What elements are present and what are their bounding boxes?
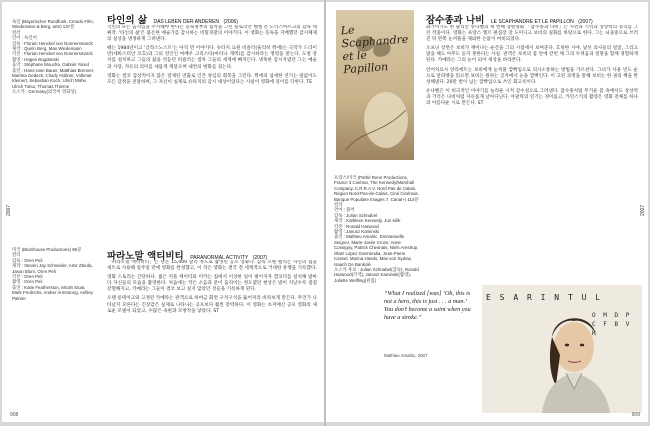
film3-credits [334, 175, 420, 283]
body-paragraph: 국민의 모든 움직임을 주시해야 한다는 동독정부의 집착을 그린 플로리안 헨켈 폰 도너스마르크의 감독 데뷔작. '타인의 삶'은 불온한 예술가를 감시하는 비밀경찰의 이야기다. 이 영화는 동독을 지배했던 감시체제의 실상을 냉정하게 그려낸다. [107, 25, 317, 43]
chart-letter: U [581, 293, 589, 302]
chart-letter: L [595, 293, 603, 302]
chart-letter: A [513, 293, 521, 302]
chart-letter: R [526, 293, 534, 302]
body-paragraph: 영화는 결코 감상적이지 않은 절제된 연출로 인간 양심의 회복을 그린다. 뮈에의 섬세한 연기는 말없이도 모든 감정을 전달하며, 그 자신이 실제로 슈타지의 감시 대상이었다는 사실이 영화에 깊이를 더한다. TE [107, 73, 317, 85]
film3-title-orig: LE SCAPHANDRE ET LE PAPILLON [490, 19, 574, 25]
body-paragraph: 화가이기도 한 줄리안 슈나벨의 세 번째 장편영화 「잠수종과 나비」는 시련과 기억과 상상력의 승리를 그린 작품이다. 영화는 프랑스 엘르 편집장 장 도미니크 보비의 실화를 바탕으로 한다. 그는 뇌졸중으로 쓰러진 뒤 왼쪽 눈꺼풀을 제외한 온몸이 마비되었다. [426, 25, 638, 43]
credit-line: 프랑스/미국 (Pathé Renn Productions, France 3 Cinéma, The Kennedy/Marshall Company, C.R.R.A.V. Nord Pas de Calais, Région Nord-Pas-de-Calais, Ciné Cinémas, Banque Populaire Images 7, Canal+) 112분 컬러 [334, 175, 419, 208]
credit-line: 각본 : Ronald Harwood [334, 223, 379, 229]
side-year-left: 2007 [6, 204, 12, 216]
right-page [326, 2, 648, 422]
letter-chart-row-1 [486, 293, 602, 302]
credit-line: 음악 : Stéphane Moucha, Gabriel Yared [12, 62, 89, 68]
body-paragraph: 오프닝 장면은 보비가 깨어나는 순간을 그의 시점에서 보여준다. 흐릿한 시야, 낯선 의사들의 얼굴, 그리고 말을 해도 아무도 듣지 못한다는 사실. 관객은 보비의 몸 안에 갇힌 채 그의 두려움과 절망을 함께 경험하게 된다. 카메라는 그의 눈이 되어 세상을 바라본다. [426, 46, 638, 64]
credit-line: 언어 : 불어 [334, 207, 355, 213]
side-year-right: 2007 [640, 204, 646, 216]
chart-letter: C [592, 321, 598, 328]
film1-title-year: (2006) [223, 19, 238, 25]
page-number-right: 909 [631, 412, 640, 418]
left-page [2, 2, 324, 422]
film2-credits [12, 247, 96, 301]
chart-letter: D [614, 312, 621, 319]
film2-title-year: (2007) [252, 255, 268, 261]
film3-title-ko: 잠수종과 나비 [426, 15, 485, 26]
credit-line: 촬영 : Oren Peli [12, 279, 43, 285]
film3-poster [336, 10, 414, 160]
film2-title-ko: 파라노말 액티비티 [107, 251, 184, 262]
chart-letter: N [554, 293, 562, 302]
credit-line: 출연 : Mathieu Amalric, Emmanuelle Seigner, Marie-Josée Croze, Anne Consigny, Patrick Chesnais, Niels Arestrup, Olatz López Garmendia, Jean-Pierre Cassel, Marina Hands, Max von Sydow, Isaach De Bankolé [334, 234, 419, 267]
credit-line: 오스카 : Germany(외국어 영화상) [12, 89, 77, 95]
chart-letter: T [567, 293, 575, 302]
film1-credits [12, 19, 96, 95]
credit-line: 각본 : Oren Peli [12, 274, 43, 280]
credit-line: 컬러 [12, 252, 21, 258]
credit-line: 각본 : Florian Henckel von Donnersmarck [12, 51, 93, 57]
chart-letter: H [592, 330, 598, 337]
body-paragraph: 오랜 롱테이크와 고정된 카메라는 관객으로 하여금 화면 구석구석을 뚫어져라 바라보게 만든다. 무언가 나타날지 모른다는 긴장감은 실제로 나타나는 공포보다 훨씬 강력하다. 이 영화는 초저예산 공포 영화의 새로운 모델이 되었고, 수많은 속편과 모방작을 낳았다. ST [107, 296, 317, 314]
film3-still-photo [482, 285, 642, 413]
film3-title-year: (2007) [578, 19, 593, 25]
credit-line: 제작 : Quirin Berg, Max Wiedemann [12, 46, 82, 52]
credit-line: 컬러 [12, 29, 21, 35]
chart-letter: B [614, 321, 621, 328]
body-paragraph: 때는 1984년이고 '글라스노스트'는 아직 먼 이야기다. 슈타지 요원 비즐러(울리히 뮈에)는 극작가 드라이만(세바스티안 코흐)과 그의 연인인 여배우 크리스타(마티나 게덱)를 감시하라는 명령을 받는다. 도청 장치를 설치하고 그들의 삶을 엿듣던 비즐러는 점차 그들의 세계에 빠져든다. 냉혹한 감시자였던 그는 예술과 사랑, 자유의 의미를 새롭게 깨달으며 내면의 변화를 겪는다. [107, 46, 317, 70]
poster-title: Le Scaphandre et le Papillon [340, 23, 409, 77]
credit-line: 언어 : 독일어 [12, 35, 37, 41]
film1-title-ko: 타인의 삶 [107, 15, 148, 26]
body-paragraph: 슈나벨은 이 비극적인 이야기를 놀라운 시적 감수성으로 그려낸다. 잠수종처럼 무거운 몸 속에서도 상상력과 기억은 나비처럼 자유롭게 날아다닌다. 아말릭의 연기는 경이롭고, 카민스키의 촬영은 영화 전체를 하나의 아름다운 시로 만든다. ST [426, 88, 638, 107]
letter-chart-row-2 [592, 311, 638, 338]
credit-line: 제작 : Steven Jay Schneider, Amir Zbeda, Jason Blum, Oren Peli [12, 263, 93, 274]
chart-letter: V [625, 321, 632, 328]
credit-line: 제작 : Kathleen Kennedy, Jon Kilik [334, 218, 401, 224]
credit-line: 감독 : Florian Henckel von Donnersmarck [12, 40, 93, 46]
credit-line: 감독 : Oren Peli [12, 257, 43, 263]
credit-line: 출연 : Hans-Uwe Bauer, Matthias Brenner, Martina Gedeck, Charly Hübner, Volkmar Kleinert, Sebastian Koch, Ulrich Mühe, Ulrich Tukur, Thomas Thieme [12, 67, 95, 89]
credit-line: 미국 (Blumhouse Productions) 86분 [12, 247, 82, 252]
credit-line: 오스카 후보 : Julian Schnabel(감독), Ronald Harwood(각색), Janusz Kaminski(촬영), Juliette Welfling(편집) [334, 266, 419, 283]
credit-line: 촬영 : Hagen Bogdanski [12, 56, 59, 62]
chart-letter: E [486, 293, 493, 302]
credit-line: 독일 (Bayerischer Rundfunk, Creado Film, Wiedemann & Berg, arte) 137분 [12, 19, 94, 30]
film2-title-orig: PARANORMAL ACTIVITY [190, 255, 249, 261]
chart-letter: S [499, 293, 507, 302]
body-paragraph: 언어치료사 앙리에트는 보비에게 눈꺼풀 깜빡임으로 의사소통하는 방법을 가르친다. 그녀가 사용 빈도 순으로 알파벳을 읽으면 보비는 원하는 글자에서 눈을 깜빡인다. 이 고된 과정을 통해 보비는 한 권의 책을 완성해낸다. 20만 번이 넘는 깜빡임으로 쓰인 회고록이다. [426, 67, 638, 85]
film3-body [426, 25, 638, 283]
body-paragraph: 「파라노말 액티비티」는 단돈 15,000 달러 정도로 촬영된 공포 영화다. 감독 오렌 펠리는 자신의 집을 세트로 사용해 일주일 만에 영화를 완성했고, 이 작은 영화는 결국 전 세계적으로 거대한 흥행을 기록했다. [107, 260, 317, 272]
chart-letter: I [540, 293, 548, 302]
credit-line: 촬영 : Janusz Kaminski [334, 229, 380, 235]
film2-body [107, 260, 317, 412]
film1-body [107, 25, 317, 210]
page-number-left: 908 [10, 412, 19, 418]
still-illustration [482, 285, 642, 413]
pull-quote-author: Mathieu Amalric, 2007 [384, 353, 428, 358]
chart-letter: O [592, 312, 598, 319]
chart-letter: M [603, 312, 609, 319]
chart-letter: F [603, 321, 609, 328]
credit-line: 감독 : Julian Schnabel [334, 212, 378, 218]
film1-title-orig: DAS LEBEN DER ANDEREN [153, 19, 220, 25]
credit-line: 출연 : Katie Featherston, Micah Sloat, Mark Fredrichs, Amber Armstrong, Ashley Palmer [12, 284, 94, 301]
chart-letter: P [625, 312, 632, 319]
body-paragraph: 영화 스토리는 간단하다. 젊은 커플 케이티와 미카는 집에서 이상한 일이 벌어지자 캠코더를 설치해 밤마다 자신들의 모습을 촬영한다. 처음에는 작은 소음과 문이 움직이는 정도였던 현상은 밤이 지날수록 점점 강렬해지고, 카메라는 그들이 결코 보고 싶지 않았던 것들을 기록하게 된다. [107, 275, 317, 293]
pull-quote: “What I realized [was] ‘Oh, this is not a hero, this is just . . . a man.’ You don’t become a saint when you have a stroke.” [384, 290, 471, 321]
